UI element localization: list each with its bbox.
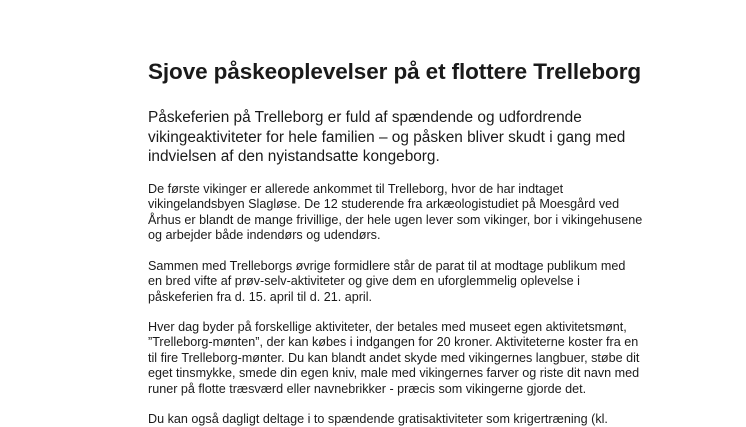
lead-paragraph [148,108,708,167]
paragraph-line: og arbejder både indendørs og udendørs. [148,228,381,243]
paragraph-line: ”Trelleborg-mønten”, der kan købes i indgangen for 20 kroner. Aktiviteterne koster fra en [148,335,639,350]
lead-line: Påskeferien på Trelleborg er fuld af spændende og udfordrende [148,109,582,126]
paragraph-line: påskeferien fra d. 15. april til d. 21. april. [148,289,373,304]
paragraph-line: De første vikinger er allerede ankommet til Trelleborg, hvor de har indtaget [148,182,564,196]
body-paragraph [148,412,718,427]
lead-line: vikingeaktiviteter for hele familien – og påsken bliver skudt i gang med [148,128,626,146]
paragraph-line: eget tinsmykke, smede din egen kniv, male med vikingernes farver og riste dit navn med [148,366,640,381]
paragraph-line: Århus er blandt de mange frivillige, der hele ugen lever som vikinger, bor i vikingehusene [148,212,643,227]
paragraph-line: Du kan også dagligt deltage i to spændende gratisaktiviteter som krigertræning (kl. [148,412,608,426]
body-paragraph [148,320,718,397]
lead-line: indvielsen af den nyistandsatte kongeborg. [148,148,440,165]
paragraph-line: en bred vifte af prøv-selv-aktiviteter og give dem en uforglemmelig oplevelse i [148,274,580,289]
paragraph-line: Hver dag byder på forskellige aktiviteter, der betales med museet egen aktivitetsmønt, [148,320,627,334]
paragraph-line: Sammen med Trelleborgs øvrige formidlere står de parat til at modtage publikum med [148,259,626,273]
body-paragraph [148,259,718,305]
paragraph-line: vikingelandsbyen Slagløse. De 12 studerende fra arkæologistudiet på Moesgård ved [148,197,620,212]
body-paragraph [148,182,718,244]
paragraph-line: runer på flotte træsværd eller navnebrikker - præcis som vikingerne gjorde det. [148,381,587,396]
page-title: Sjove påskeoplevelser på et flottere Trelleborg [148,59,641,84]
paragraph-line: til fire Trelleborg-mønter. Du kan blandt andet skyde med vikingernes langbuer, støbe dit [148,350,640,365]
